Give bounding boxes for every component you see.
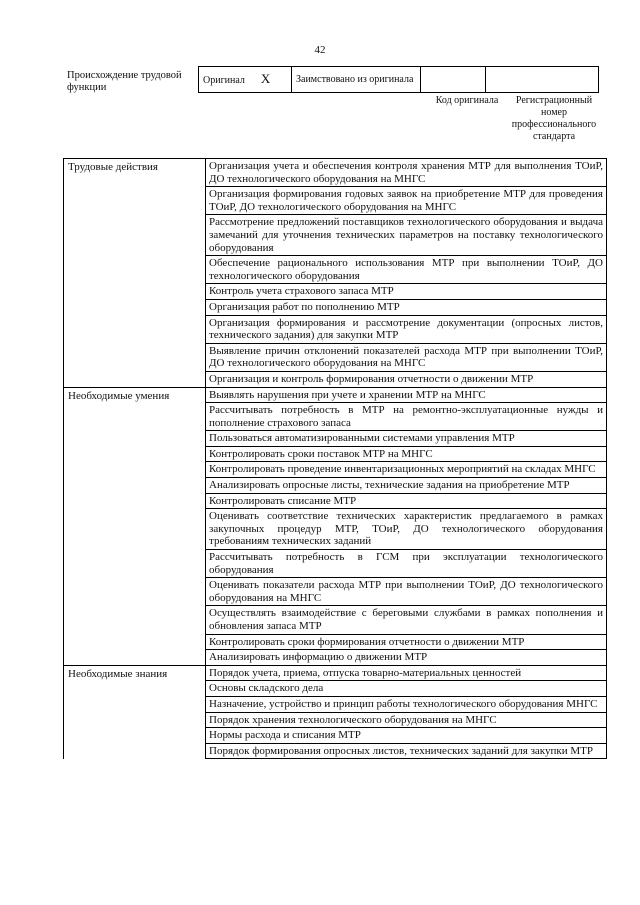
section-item: Контроль учета страхового запаса МТР bbox=[206, 284, 607, 300]
section-label: Необходимые умения bbox=[64, 387, 206, 665]
original-label: Оригинал bbox=[203, 75, 245, 86]
table-row bbox=[64, 159, 607, 187]
section-item: Организация и контроль формирования отчетности о движении МТР bbox=[206, 371, 607, 387]
reg-number-cell bbox=[486, 67, 599, 93]
section-item: Организация формирования и рассмотрение документации (опросных листов, технического задания) для закупки МТР bbox=[206, 315, 607, 343]
origin-table bbox=[198, 66, 599, 93]
origin-label: Происхождение трудовой функции bbox=[67, 70, 182, 93]
section-item: Пользоваться автоматизированными системами управления МТР bbox=[206, 431, 607, 447]
original-mark: X bbox=[260, 71, 271, 86]
original-cell bbox=[199, 67, 292, 93]
section-item: Рассмотрение предложений поставщиков технологического оборудования и выдача замечаний для уточнения технических параметров на поставку технологического оборудования bbox=[206, 215, 607, 256]
section-item: Организация учета и обеспечения контроля хранения МТР для выполнения ТОиР, ДО технологического оборудования на МНГС bbox=[206, 159, 607, 187]
section-item: Порядок формирования опросных листов, технических заданий для закупки МТР bbox=[206, 743, 607, 759]
section-item: Рассчитывать потребность в ГСМ при эксплуатации технологического оборудования bbox=[206, 550, 607, 578]
reg-caption: Регистрационный номер профессионального стандарта bbox=[511, 95, 597, 142]
section-item: Порядок хранения технологического оборудования на МНГС bbox=[206, 712, 607, 728]
section-item: Порядок учета, приема, отпуска товарно-материальных ценностей bbox=[206, 665, 607, 681]
section-item: Оценивать соответствие технических характеристик предлагаемого в рамках закупочных процедур МТР, ТОиР, ДО технологического оборудования требованиям технических заданий bbox=[206, 509, 607, 550]
page-number: 42 bbox=[314, 44, 326, 56]
section-item: Обеспечение рационального использования МТР при выполнении ТОиР, ДО технологического оборудования bbox=[206, 256, 607, 284]
table-row bbox=[64, 387, 607, 403]
section-item: Осуществлять взаимодействие с береговыми службами в рамках пополнения и обновления запаса МТР bbox=[206, 606, 607, 634]
section-item: Контролировать списание МТР bbox=[206, 493, 607, 509]
section-item: Контролировать сроки поставок МТР на МНГС bbox=[206, 446, 607, 462]
section-item: Оценивать показатели расхода МТР при выполнении ТОиР, ДО технологического оборудования на МНГС bbox=[206, 578, 607, 606]
section-item: Организация работ по пополнению МТР bbox=[206, 299, 607, 315]
table-row bbox=[64, 665, 607, 681]
section-item: Контролировать сроки формирования отчетности о движении МТР bbox=[206, 634, 607, 650]
section-label: Трудовые действия bbox=[64, 159, 206, 388]
code-cell bbox=[421, 67, 486, 93]
section-item: Назначение, устройство и принцип работы технологического оборудования МНГС bbox=[206, 696, 607, 712]
borrowed-cell: Заимствовано из оригинала bbox=[292, 67, 421, 93]
section-item: Основы складского дела bbox=[206, 681, 607, 697]
functions-table bbox=[63, 158, 607, 759]
section-label: Необходимые знания bbox=[64, 665, 206, 759]
section-item: Анализировать опросные листы, технические задания на приобретение МТР bbox=[206, 478, 607, 494]
section-item: Выявлять нарушения при учете и хранении МТР на МНГС bbox=[206, 387, 607, 403]
section-item: Рассчитывать потребность в МТР на ремонтно-эксплуатационные нужды и пополнение страхового запаса bbox=[206, 403, 607, 431]
section-item: Анализировать информацию о движении МТР bbox=[206, 650, 607, 666]
section-item: Контролировать проведение инвентаризационных мероприятий на складах МНГС bbox=[206, 462, 607, 478]
section-item: Выявление причин отклонений показателей расхода МТР при выполнении ТОиР, ДО технологического оборудования на МНГС bbox=[206, 343, 607, 371]
section-item: Организация формирования годовых заявок на приобретение МТР для проведения ТОиР, ДО технологического оборудования на МНГС bbox=[206, 187, 607, 215]
section-item: Нормы расхода и списания МТР bbox=[206, 728, 607, 744]
code-caption: Код оригинала bbox=[435, 95, 499, 106]
